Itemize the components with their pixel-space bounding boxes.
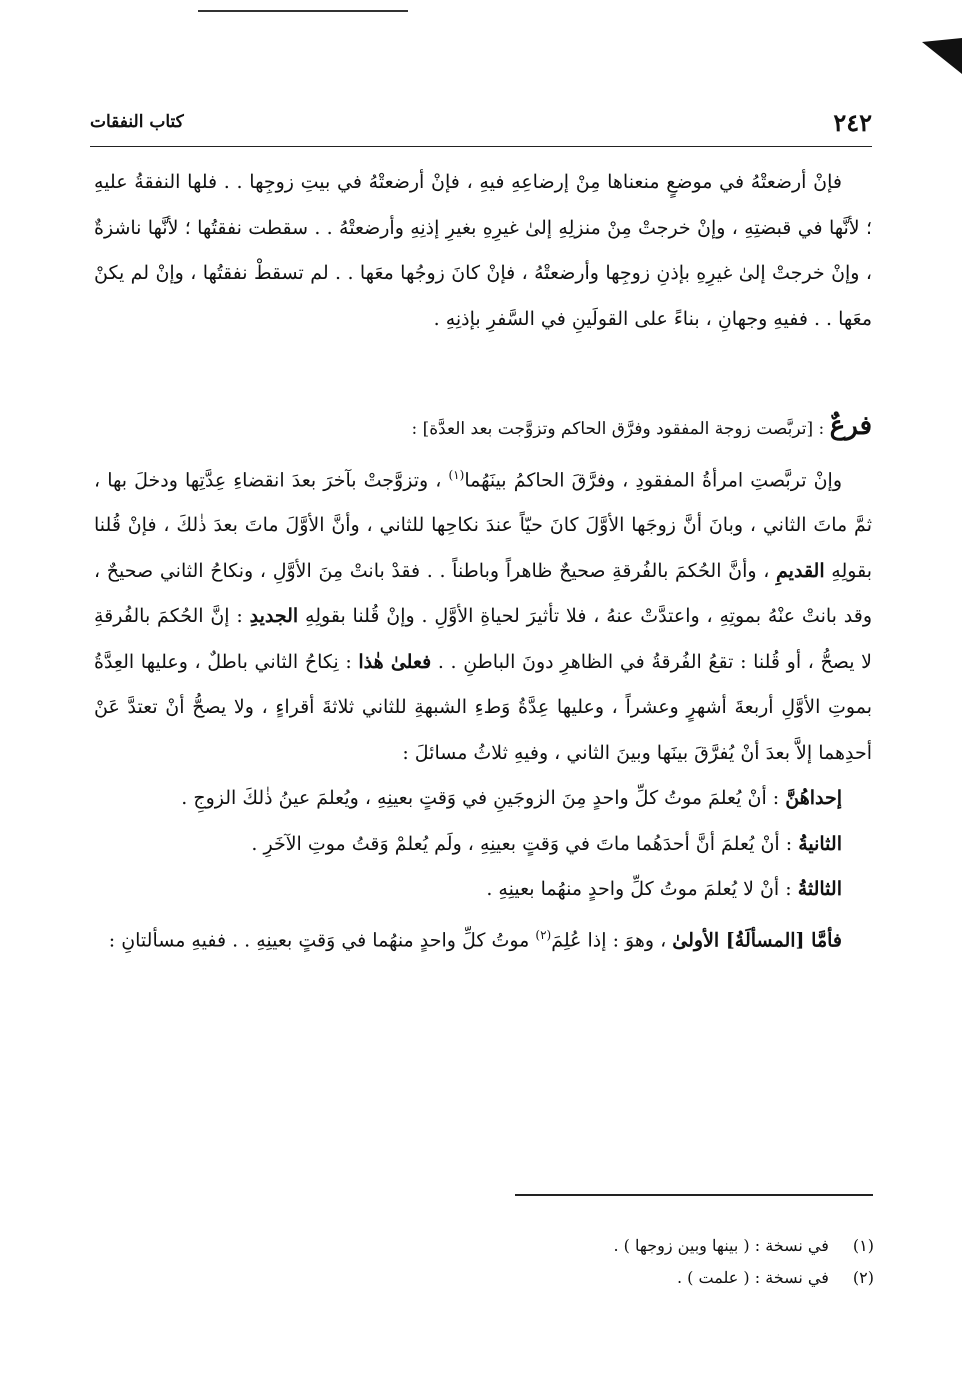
paragraph-first-case	[94, 776, 872, 822]
first-issue-label: فأمَّا [المسألَةُ] الأولىٰ	[672, 929, 842, 952]
corner-triangle-mark	[922, 38, 962, 74]
footnote-divider	[515, 1194, 873, 1196]
first-issue-text-b: موتُ كلِّ واحدٍ منهُما في وَقتٍ بعينِهِ . . ففيهِ مسألتانِ :	[108, 929, 530, 952]
main-text	[94, 160, 872, 964]
first-case-text: : أنْ يُعلمَ موتُ كلِّ واحدٍ مِنَ الزوجَينِ في وَقتٍ بعينِهِ ، ويُعلمَ عينُ ذٰلكَ الزوجِ .	[181, 787, 780, 810]
footnote-item	[614, 1262, 875, 1294]
paragraph-third-case	[94, 867, 872, 913]
footnote-text: في نسخة : ( بينها وبين زوجها ) .	[613, 1236, 829, 1255]
paragraph-1: فإنْ أرضعتْهُ في موضعٍ منعناها مِنْ إرضاعِهِ فيهِ ، فإنْ أرضعتْهُ في بيتِ زوجِها . . فلها النفقةُ عليهِ ؛ لأنَّها في قبضتِهِ ، وإنْ خرجتْ مِنْ منزلِهِ إلىٰ غيرِهِ بغيرِ إذنِهِ وأرضعتْهُ . . سقطت نفقتُها ؛ لأنَّها ناشزةٌ ، وإنْ خرجتْ إلىٰ غيرِهِ بإذنِ زوجِها وأرضعتْهُ ، فإنْ كانَ زوجُها معَها . . لم تسقطْ نفقتُها ، وإنْ لم يكنْ معَها . . ففيهِ وجهانِ ، بناءً على القولَينِ في السَّفرِ بإذنِهِ .	[94, 171, 872, 330]
second-case-label: الثانيةُ	[798, 832, 842, 855]
page-number: ٢٤٢	[833, 108, 872, 137]
top-scan-rule	[198, 10, 408, 12]
p2-bold-qadim: القديمِ	[776, 559, 825, 582]
footnote-ref-1: (١)	[448, 467, 465, 482]
p2-text-c: ، وأنَّ الحُكمَ بالفُرقةِ صحيحٌ ظاهراً وباطناً . . فقدْ بانتْ مِنَ الأوَّلِ ، ونكاحُ الثاني صحيحٌ ، وقد بانتْ عنْهُ بموتِهِ ، واعتدَّتْ عنهُ ، فلا تأثيرَ لحياةِ الأوَّلِ . وإنْ قُلنا بقولِهِ	[94, 559, 873, 628]
third-case-text: : أنْ لا يُعلمَ موتُ كلِّ واحدٍ منهُما بعينِهِ .	[486, 878, 792, 901]
footnote-text: في نسخة : ( علمت ) .	[677, 1268, 829, 1287]
second-case-text: : أنْ يُعلمَ أنَّ أحدَهُما ماتَ في وَقتٍ بعينِهِ ، ولَم يُعلمْ وَقتُ موتِ الآخَرِ .	[251, 832, 793, 855]
footnote-item	[614, 1230, 875, 1262]
paragraph-second-case	[94, 822, 872, 868]
first-case-label: إحداهُنَّ	[785, 787, 842, 810]
book-title: كتاب النفقات	[90, 112, 184, 132]
section-label: فرعٌ	[829, 411, 872, 441]
footnote-ref-2: (٢)	[535, 927, 552, 942]
page-header	[90, 108, 872, 144]
paragraph-first-issue	[94, 913, 872, 964]
p2-bold-jadid: الجديدِ	[249, 605, 299, 628]
footnotes	[614, 1230, 875, 1294]
footnote-number: (٢)	[852, 1268, 874, 1287]
footnote-number: (١)	[852, 1236, 874, 1255]
p2-text-d: : إنَّ الحُكمَ بالفُرقةِ لا يصحُّ ، أو قُلنا : تقعُ الفُرقةُ في الظاهرِ دونَ الباطنِ . .	[94, 605, 872, 673]
p2-text-e: : نِكاحُ الثاني باطلٌ ، وعليها العِدَّةُ بموتِ الأوَّلِ أربعةَ أشهرٍ وعشراً ، وعليها عِدَّةُ وَطءِ الشبهةِ للثاني ثلاثةَ أقراءٍ ، ولا يصحُّ أنْ تعتدَّ عَنْ أحدِهما إلاَّ بعدَ أنْ يُفرَّقَ بينَها وبينَ الثاني ، وفيهِ ثلاثُ مسائلَ :	[94, 650, 872, 764]
first-issue-text-a: ، وهوَ : إذا عُلِمَ	[551, 929, 667, 952]
section-spacer	[94, 342, 872, 404]
section-title: : [تربَّصت زوجة المفقود وفرَّق الحاكم وتزوَّجت بعد العدَّة] :	[411, 419, 825, 439]
p2-bold-faala: فعلىٰ هٰذا	[358, 650, 432, 673]
header-divider	[90, 146, 872, 147]
p2-text-a: وإنْ تربَّصتِ امرأةُ المفقودِ ، وفرَّقَ الحاكمُ بينَهُما	[464, 468, 842, 491]
third-case-label: الثالثةُ	[797, 878, 842, 901]
p2-text-b: ، وتزوَّجتْ بآخرَ بعدَ انقضاءِ عِدَّتِها ودخلَ بها ، ثمَّ ماتَ الثاني ، وبانَ أنَّ زوجَها الأوَّلَ كانَ حيّاً عندَ نكاحِها للثاني ، وأنَّ الأوَّلَ ماتَ بعدَ ذٰلكَ ، فإنْ قُلنا بقولِهِ	[94, 468, 872, 582]
section-heading	[94, 404, 872, 453]
paragraph-2	[94, 453, 872, 777]
